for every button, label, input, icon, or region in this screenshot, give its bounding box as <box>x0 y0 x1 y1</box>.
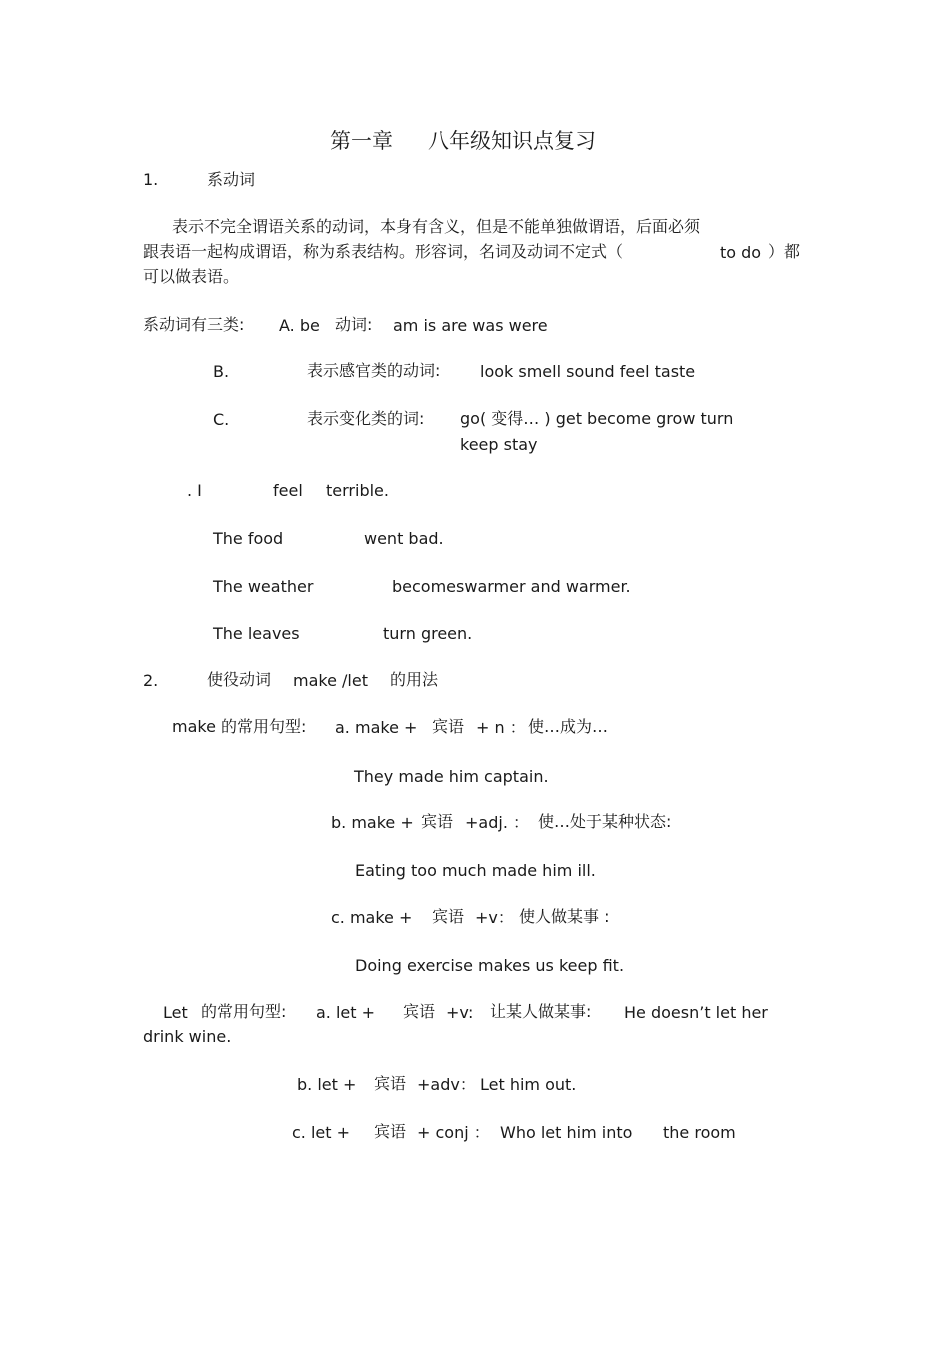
pattern-part: +adv： <box>417 1075 476 1094</box>
section-number: 2. <box>143 671 159 690</box>
section-heading: 使役动词 <box>207 670 272 689</box>
pattern-part: 宾语 <box>374 1074 407 1093</box>
pattern-meaning: 使…成为… <box>528 717 609 736</box>
pattern-part: a. let + <box>316 1003 376 1022</box>
page-title: 八年级知识点复习 <box>428 129 596 153</box>
pattern-part: b. let + <box>297 1075 357 1094</box>
pattern-part: c. make + <box>331 908 413 927</box>
pattern-meaning: 让某人做某事: <box>490 1002 592 1021</box>
paragraph-line: 可以做表语。 <box>143 267 240 286</box>
paragraph-line: ）都 <box>768 242 801 261</box>
type-c-words: go( 变得… ) get become grow turn <box>460 409 734 428</box>
pattern-part: c. let + <box>292 1123 351 1142</box>
example-sentence: They made him captain. <box>354 767 549 786</box>
type-a-label: A. be <box>279 316 320 335</box>
example-sentence: Eating too much made him ill. <box>355 861 596 880</box>
pattern-meaning: 使…处于某种状态: <box>538 812 672 831</box>
type-b-label: B. <box>213 362 230 381</box>
pattern-meaning: 使人做某事 : <box>519 907 610 926</box>
example-rest: terrible. <box>326 481 389 500</box>
example-subject: . I <box>187 481 202 500</box>
example-sentence: the room <box>663 1123 736 1142</box>
pattern-part: a. make + <box>335 718 418 737</box>
type-b-desc: 表示感官类的动词: <box>307 361 441 380</box>
example-predicate: turn green. <box>383 624 473 643</box>
example-sentence: Let him out. <box>480 1075 577 1094</box>
type-a-desc: 动词: <box>335 315 373 334</box>
example-sentence: Doing exercise makes us keep fit. <box>355 956 625 975</box>
chapter-number: 第一章 <box>330 129 393 153</box>
section-heading: 的用法 <box>390 670 439 689</box>
types-intro: 系动词有三类: <box>143 315 245 334</box>
paragraph-line: 跟表语一起构成谓语，称为系表结构。形容词，名词及动词不定式（ <box>143 242 624 261</box>
let-intro: Let <box>163 1003 188 1022</box>
pattern-part: 宾语 <box>403 1002 436 1021</box>
example-subject: The food <box>213 529 284 548</box>
example-sentence: drink wine. <box>143 1027 232 1046</box>
type-c-desc: 表示变化类的词: <box>307 409 425 428</box>
make-intro: make 的常用句型: <box>172 717 307 736</box>
section-number: 1. <box>143 170 159 189</box>
pattern-part: 宾语 <box>432 907 465 926</box>
example-verb: feel <box>273 481 303 500</box>
example-predicate: went bad. <box>364 529 444 548</box>
pattern-part: +v： <box>475 908 514 927</box>
section-heading-term: make /let <box>293 671 368 690</box>
pattern-part: 宾语 <box>374 1122 407 1141</box>
type-c-words: keep stay <box>460 435 538 454</box>
example-sentence: He doesn’t let her <box>624 1003 768 1022</box>
type-a-words: am is are was were <box>393 316 548 335</box>
let-intro: 的常用句型: <box>201 1002 287 1021</box>
type-c-label: C. <box>213 410 230 429</box>
example-predicate: becomeswarmer and warmer. <box>392 577 631 596</box>
paragraph-line: 表示不完全谓语关系的动词，本身有含义，但是不能单独做谓语，后面必须 <box>172 217 701 236</box>
pattern-part: 宾语 <box>432 717 465 736</box>
type-b-words: look smell sound feel taste <box>480 362 696 381</box>
example-sentence: Who let him into <box>500 1123 633 1142</box>
example-subject: The weather <box>213 577 314 596</box>
pattern-part: + n ： <box>476 718 526 737</box>
pattern-part: + conj ： <box>417 1123 490 1142</box>
example-subject: The leaves <box>213 624 300 643</box>
pattern-part: b. make + <box>331 813 414 832</box>
pattern-part: 宾语 <box>421 812 454 831</box>
pattern-part: +adj. ： <box>465 813 529 832</box>
pattern-part: +v: <box>446 1003 474 1022</box>
section-heading: 系动词 <box>207 170 256 189</box>
paragraph-term: to do <box>720 243 762 262</box>
